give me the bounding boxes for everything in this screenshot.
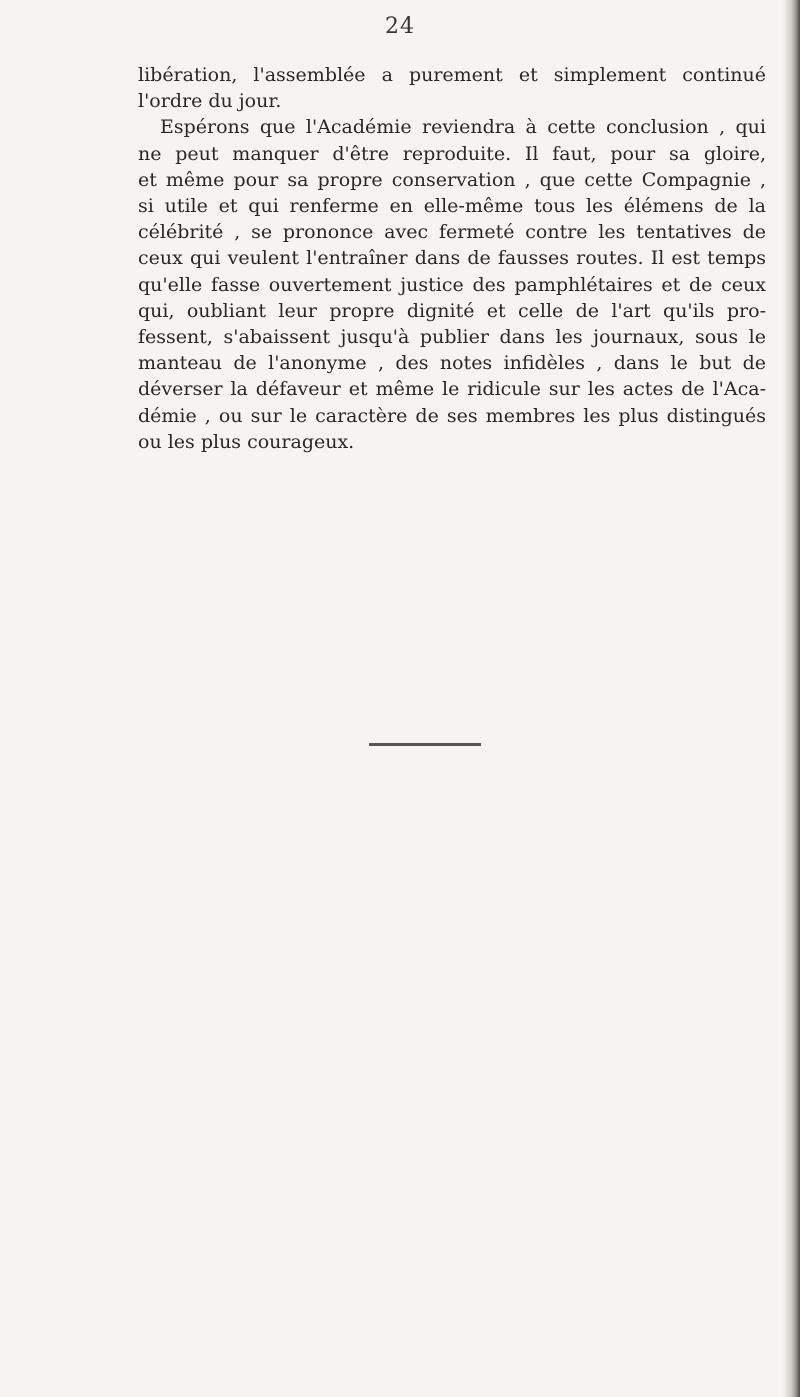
text-line: ne peut manquer d'être reproduite. Il faut, pour sa gloire, (138, 142, 766, 165)
page-binding-edge (786, 0, 800, 1397)
text-line: qui, oubliant leur propre dignité et celle de l'art qu'ils pro- (138, 299, 766, 322)
page-number: 24 (385, 14, 415, 39)
text-line: et même pour sa propre conservation , que cette Compagnie , (138, 168, 766, 191)
text-line: manteau de l'anonyme , des notes infidèles , dans le but de (138, 352, 766, 375)
text-line: si utile et qui renferme en elle-même tous les élémens de la (138, 195, 766, 218)
text-line: démie , ou sur le caractère de ses membres les plus distingués (138, 404, 766, 427)
text-line: ou les plus courageux. (138, 430, 355, 453)
text-line: déverser la défaveur et même le ridicule sur les actes de l'Aca- (138, 378, 766, 401)
text-line: fessent, s'abaissent jusqu'à publier dans les journaux, sous le (138, 326, 766, 349)
text-line: ceux qui veulent l'entraîner dans de fausses routes. Il est temps (138, 247, 766, 270)
text-line: qu'elle fasse ouvertement justice des pamphlétaires et de ceux (138, 273, 766, 296)
body-text (138, 62, 766, 455)
text-line: célébrité , se prononce avec fermeté contre les tentatives de (138, 221, 766, 244)
section-rule (369, 743, 481, 746)
text-line: libération, l'assemblée a purement et simplement continué (138, 64, 766, 86)
text-line: Espérons que l'Académie reviendra à cette conclusion , qui (160, 116, 766, 139)
text-line: l'ordre du jour. (138, 90, 282, 113)
